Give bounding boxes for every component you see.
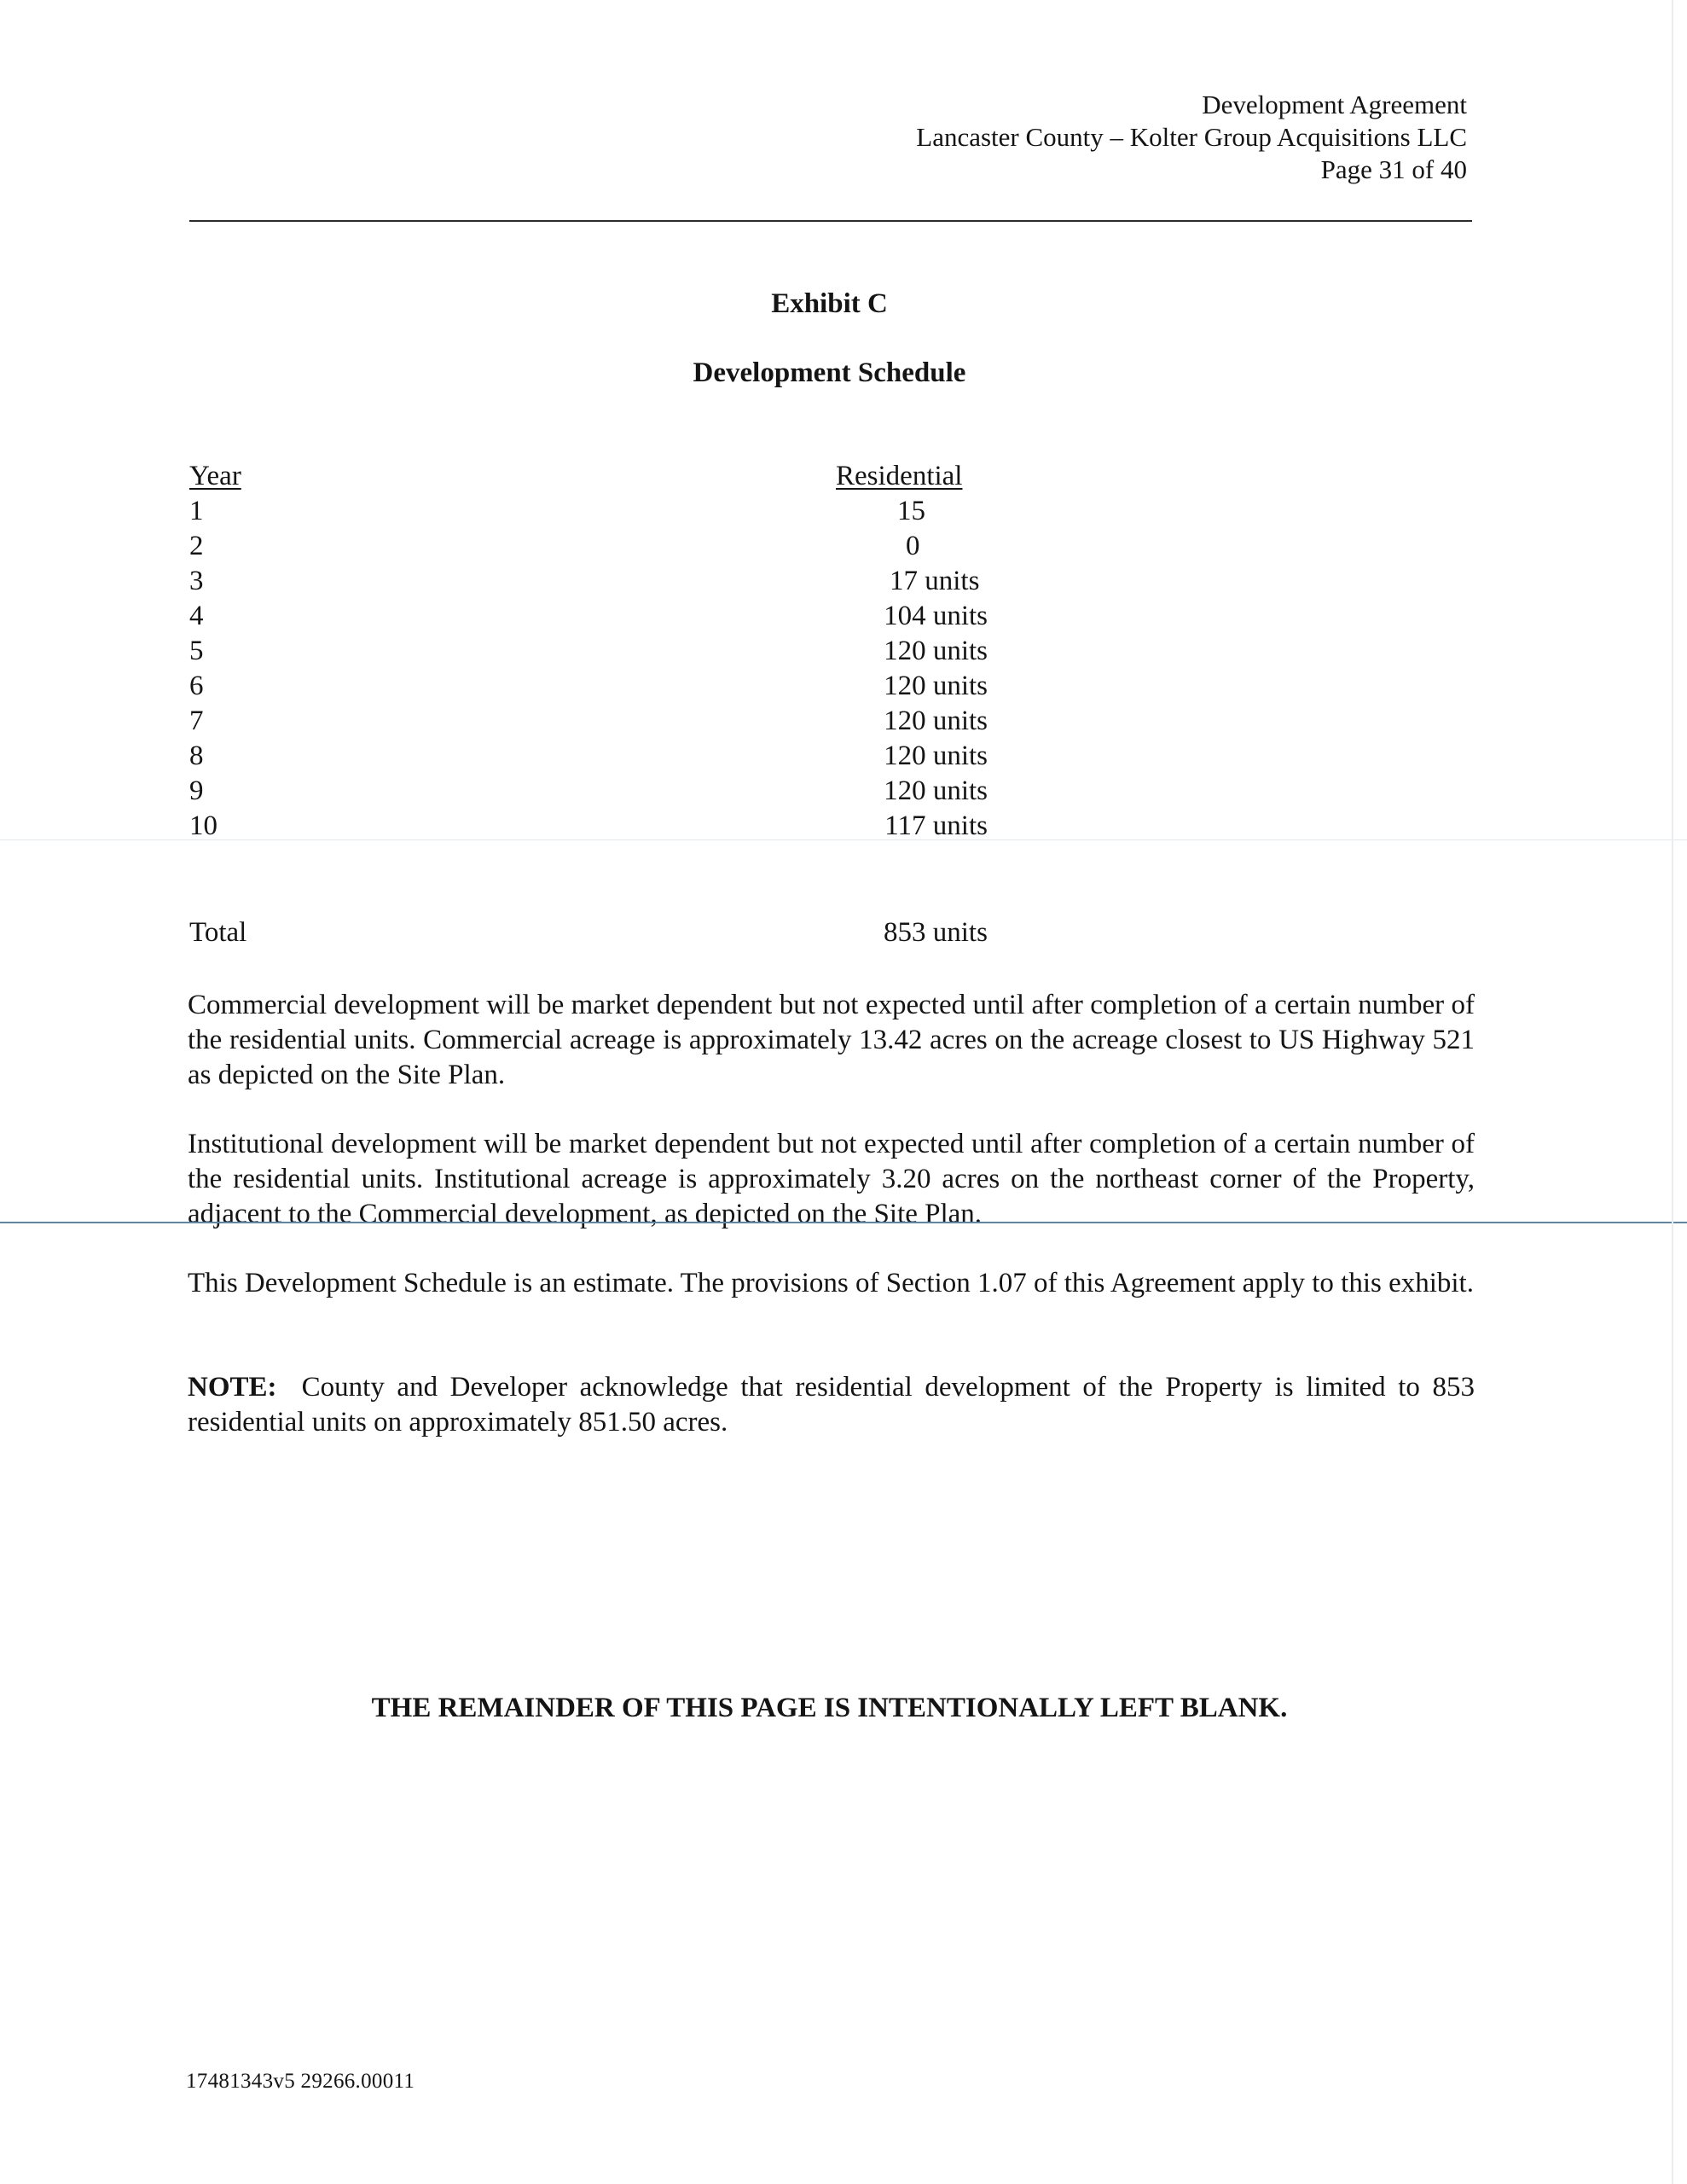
residential-cell: 17 units (890, 566, 980, 596)
header-page-number: Page 31 of 40 (1320, 154, 1467, 184)
residential-cell: 120 units (884, 671, 988, 701)
residential-cell: 120 units (884, 741, 988, 771)
note-paragraph (188, 1370, 1475, 1440)
estimate-paragraph: This Development Schedule is an estimate. The provisions of Section 1.07 of this Agreement apply to this exhibit. (188, 1268, 1474, 1298)
residential-cell: 104 units (884, 601, 988, 631)
residential-cell: 120 units (884, 636, 988, 666)
header-document-title: Development Agreement (1202, 90, 1467, 119)
scan-line-artifact (0, 1222, 1687, 1223)
blank-page-notice: THE REMAINDER OF THIS PAGE IS INTENTIONALLY LEFT BLANK. (371, 1693, 1288, 1723)
year-cell: 1 (189, 496, 204, 526)
commercial-paragraph: Commercial development will be market dependent but not expected until after completion of a certain number of the residential units. Commercial acreage is approximately 13.42 acres on the acreage closest to US Highway 521 as depicted on the Site Plan. (188, 990, 1475, 1090)
year-cell: 5 (189, 636, 204, 666)
year-cell: 8 (189, 741, 204, 771)
schedule-title: Development Schedule (693, 357, 966, 388)
year-column-header: Year (189, 461, 241, 491)
header-parties: Lancaster County – Kolter Group Acquisitions LLC (916, 122, 1467, 152)
residential-cell: 120 units (884, 706, 988, 736)
scan-line-artifact (0, 839, 1687, 840)
page-header (916, 89, 1467, 186)
institutional-paragraph: Institutional development will be market dependent but not expected until after completion of a certain number of the residential units. Institutional acreage is approximately 3.20 acres on the northeast corner of the Property, adjacent to the Commercial development, as depicted on the Site Plan. (188, 1129, 1475, 1229)
header-divider (189, 220, 1472, 222)
residential-cell: 0 (906, 531, 920, 561)
scan-edge-artifact (1672, 0, 1673, 2184)
exhibit-title: Exhibit C (771, 288, 888, 319)
year-column (189, 459, 241, 844)
note-text: County and Developer acknowledge that residential development of the Property is limited to 853 residential units on approximately 851.50 acres. (188, 1372, 1475, 1438)
residential-column-header: Residential (836, 461, 963, 491)
year-cell: 2 (189, 531, 204, 561)
year-cell: 7 (189, 706, 204, 736)
year-cell: 3 (189, 566, 204, 596)
year-cell: 10 (189, 810, 217, 841)
year-cell: 4 (189, 601, 204, 631)
year-cell: 9 (189, 775, 204, 806)
residential-cell: 117 units (884, 810, 988, 841)
total-label: Total (189, 917, 247, 948)
document-id: 17481343v5 29266.00011 (186, 2070, 415, 2093)
residential-column (836, 459, 1006, 844)
residential-cell: 15 (897, 496, 925, 526)
year-cell: 6 (189, 671, 204, 701)
total-value: 853 units (884, 917, 988, 948)
note-label: NOTE: (188, 1372, 277, 1403)
residential-cell: 120 units (884, 775, 988, 806)
